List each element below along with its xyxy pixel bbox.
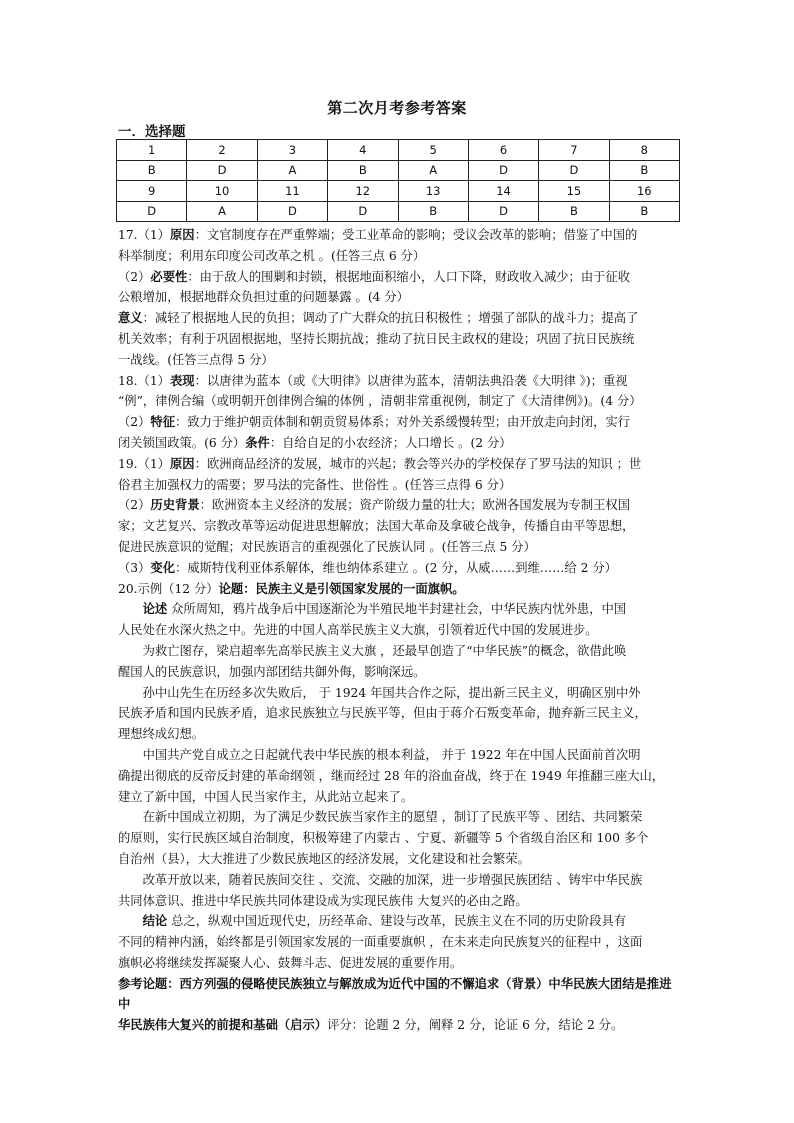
q17-text: ：减轻了根据地人民的负担；调动了广大群众的抗日积极性 ；增强了部队的战斗力；提高了 [142, 311, 639, 326]
answer-table-cell: D [187, 160, 257, 181]
q17-label-necessity: 必要性 [150, 268, 188, 284]
q18-text: ：自给自足的小农经济；人口增长 。(2 分） [269, 435, 512, 450]
q20-line: 理想终成幻想。 [118, 727, 205, 742]
q19-sub-number: （2） [118, 498, 151, 513]
answer-table-cell: 12 [328, 181, 398, 202]
answer-table-cell: D [468, 160, 538, 181]
q20-paragraph: 改革开放以来，随着民族间交往 、交流、交融的加深，进一步增强民族团结 、铸牢中华民族 [142, 872, 643, 887]
q18-line [118, 412, 682, 433]
page-title: 第二次月考参考答案 [327, 99, 467, 117]
answer-table-cell: D [117, 201, 187, 222]
q18-line: “例”，律例合编（或明朝开创律例合编的体例 ，清朝非常重视例，制定了《大清律例》)。(4 分） [118, 394, 642, 409]
q20-number: 20.示例（12 分） [118, 581, 219, 596]
answer-table-cell: 3 [257, 140, 327, 161]
q20-heading [118, 579, 682, 600]
q18-text: ：以唐律为蓝本（或《大明律》以唐律为蓝本，清朝法典沿袭《大明律 》)；重视 [194, 373, 628, 388]
q20-label-thesis: 论题 [218, 580, 244, 596]
q18-label-condition: 条件 [245, 434, 270, 450]
answer-table-row [117, 140, 680, 161]
q20-scoring-text: 评分：论题 2 分，阐释 2 分，论证 6 分，结论 2 分。 [327, 1018, 624, 1033]
q20-paragraph: 孙中山先生在历经多次失败后， 于 1924 年国共合作之际，提出新三民主义，明确区别中外 [142, 685, 641, 700]
q19-label-reason: 原因 [169, 455, 195, 471]
answer-table-cell: 1 [117, 140, 187, 161]
answer-table-cell: D [328, 201, 398, 222]
answer-table-cell: A [187, 201, 257, 222]
q20-paragraph [118, 599, 682, 620]
q19-line [118, 454, 682, 475]
q17-line [118, 267, 682, 288]
answer-table-cell: B [609, 201, 679, 222]
q19-line [118, 495, 682, 516]
q20-line: 旗帜必将继续发挥凝聚人心、鼓舞斗志、促进发展的重要作用。 [118, 955, 463, 970]
q17-line: 一战线。(任答三点得 5 分） [118, 352, 274, 367]
answer-table-cell: 5 [398, 140, 468, 161]
q19-number: 19.（1） [118, 456, 170, 471]
q17-line: 公粮增加，根据地群众负担过重的问题暴露 。(4 分） [118, 290, 409, 305]
section-heading-choice: 一．选择题 [118, 124, 186, 140]
q20-reference-text: 华民族伟大复兴的前提和基础（启示） [118, 1017, 328, 1033]
q19-label-change: 变化 [150, 559, 176, 575]
answer-table-cell: D [257, 201, 327, 222]
answer-table-cell: 7 [539, 140, 609, 161]
q20-line: 不同的精神内涵，始终都是引领国家发展的一面重要旗帜 ，在未来走向民族复兴的征程中 ，这面 [118, 935, 643, 950]
answer-table [116, 139, 680, 222]
answer-content [118, 225, 682, 1036]
answer-table-cell: 8 [609, 140, 679, 161]
q19-sub-number: （3） [118, 560, 151, 575]
answer-table-cell: D [468, 201, 538, 222]
q19-text: ：欧洲商品经济的发展，城市的兴起；教会等兴办的学校保存了罗马法的知识 ；世 [194, 456, 642, 471]
q20-line: 确提出彻底的反帝反封建的革命纲领 ，继而经过 28 年的浴血奋战，终于在 1949 年推翻三座大山， [118, 768, 665, 783]
q20-label-argument: 论述 [142, 601, 168, 617]
answer-table-cell: 9 [117, 181, 187, 202]
q18-line [118, 433, 682, 454]
q19-line: 俗君主加强权力的需要；罗马法的完备性、世俗性 。(任答三点得 6 分） [118, 477, 512, 492]
answer-table-cell: 13 [398, 181, 468, 202]
q17-line: 机关效率；有利于巩固根据地，坚持长期抗战；推动了抗日民主政权的建设；巩固了抗日民族统 [118, 331, 635, 346]
q17-line: 科举制度；利用东印度公司改革之机 。(任答三点 6 分） [118, 248, 426, 263]
answer-table-cell: 6 [468, 140, 538, 161]
q20-label-conclusion: 结论 [142, 913, 168, 929]
q20-line: 的原则，实行民族区域自治制度，积极筹建了内蒙古 、宁夏、新疆等 5 个省级自治区和 100 多个 [118, 831, 649, 846]
q18-sub-number: （2） [118, 415, 151, 430]
q20-thesis-text: ：民族主义是引领国家发展的一面旗帜。 [243, 580, 465, 596]
answer-table-cell: A [398, 160, 468, 181]
q17-text: ：文官制度存在严重弊端；受工业革命的影响；受议会改革的影响；借鉴了中国的 [194, 228, 638, 242]
q20-paragraph: 在新中国成立初期，为了满足少数民族当家作主的愿望 ，制订了民族平等 、团结、共同繁荣 [142, 810, 643, 825]
q20-line: 人民处在水深火热之中。先进的中国人高举民族主义大旗，引领着近代中国的发展进步。 [118, 623, 598, 638]
answer-table-cell: B [609, 160, 679, 181]
answer-table-cell: B [328, 160, 398, 181]
answer-table-cell: 4 [328, 140, 398, 161]
q20-line: 自治州（县），大大推进了少数民族地区的经济发展，文化建设和社会繁荣。 [118, 851, 530, 866]
q20-reference [118, 1015, 682, 1036]
q17-line [118, 308, 682, 329]
q20-paragraph: 为救亡图存，梁启超率先高举民族主义大旗 ，还最早创造了“中华民族”的概念，欲借此唤 [142, 643, 627, 658]
q20-text: 总之，纵观中国近现代史，历经革命、建设与改革，民族主义在不同的历史阶段具有 [167, 914, 627, 929]
q20-text: 众所周知，鸦片战争后中国逐渐沦为半殖民地半封建社会，中华民族内忧外患，中国 [167, 602, 627, 617]
answer-table-cell: B [117, 160, 187, 181]
q20-reference-text: ：西方列强的侵略使民族独立与解放成为近代中国的不懈追求（背景）中华民族大团结是推进中 [118, 975, 672, 1012]
q19-line: 家；文艺复兴、宗教改革等运动促进思想解放；法国大革命及拿破仑战争，传播自由平等思想， [118, 519, 635, 534]
q20-paragraph: 中国共产党自成立之日起就代表中华民族的根本利益， 并于 1922 年在中国人民面前首次明 [142, 747, 641, 762]
q18-label-feature: 特征 [150, 414, 176, 430]
q20-line: 醒国人的民族意识，加强内部团结共御外侮，影响深远。 [118, 664, 426, 679]
answer-table-cell: A [257, 160, 327, 181]
answer-table-cell: 2 [187, 140, 257, 161]
q17-label-significance: 意义 [118, 310, 143, 326]
q20-line: 共同体意识、推进中华民族共同体建设成为实现民族伟 大复兴的必由之路。 [118, 893, 528, 908]
q17-text: ：由于敌人的围剿和封锁，根据地面积缩小，人口下降，财政收入减少；由于征收 [187, 269, 631, 284]
q18-text: 闭关锁国政策。(6 分） [118, 435, 246, 450]
answer-table-cell: 16 [609, 181, 679, 202]
q19-line: 促进民族意识的觉醒；对民族语言的重视强化了民族认同 。(任答三点 5 分） [118, 539, 536, 554]
answer-table-row [117, 201, 680, 222]
q19-text: ：威斯特伐利亚体系解体，维也纳体系建立 。(2 分，从威……到维……给 2 分） [175, 560, 617, 575]
q20-reference [118, 974, 682, 1016]
q18-line [118, 371, 682, 392]
answer-table-cell: 14 [468, 181, 538, 202]
q17-line [118, 225, 682, 246]
q17-sub-number: （2） [118, 269, 151, 284]
q20-line: 民族矛盾和国内民族矛盾，追求民族独立与民族平等，但由于蒋介石叛变革命，抛弃新三民主义， [118, 706, 647, 721]
q17-number: 17.（1） [118, 228, 170, 242]
answer-table-cell: D [539, 160, 609, 181]
answer-table-row [117, 160, 680, 181]
q19-line [118, 558, 682, 579]
answer-table-cell: 11 [257, 181, 327, 202]
q19-text: ：欧洲资本主义经济的发展；资产阶级力量的壮大；欧洲各国发展为专制王权国 [199, 498, 631, 513]
q17-label-reason: 原因 [169, 227, 195, 242]
q20-paragraph [118, 911, 682, 932]
q19-label-background: 历史背景 [150, 497, 200, 513]
q18-number: 18.（1） [118, 373, 170, 388]
answer-table-cell: B [398, 201, 468, 222]
answer-table-cell: 10 [187, 181, 257, 202]
q18-text: ：致力于维护朝贡体制和朝贡贸易体系；对外关系缓慢转型；由开放走向封闭，实行 [175, 415, 631, 430]
q20-line: 建立了新中国，中国人民当家作主，从此站立起来了。 [118, 789, 414, 804]
answer-table-cell: 15 [539, 181, 609, 202]
q18-label-manifestation: 表现 [169, 372, 195, 388]
q20-label-reference-thesis: 参考论题 [118, 975, 168, 991]
answer-table-row [117, 181, 680, 202]
answer-table-cell: B [539, 201, 609, 222]
